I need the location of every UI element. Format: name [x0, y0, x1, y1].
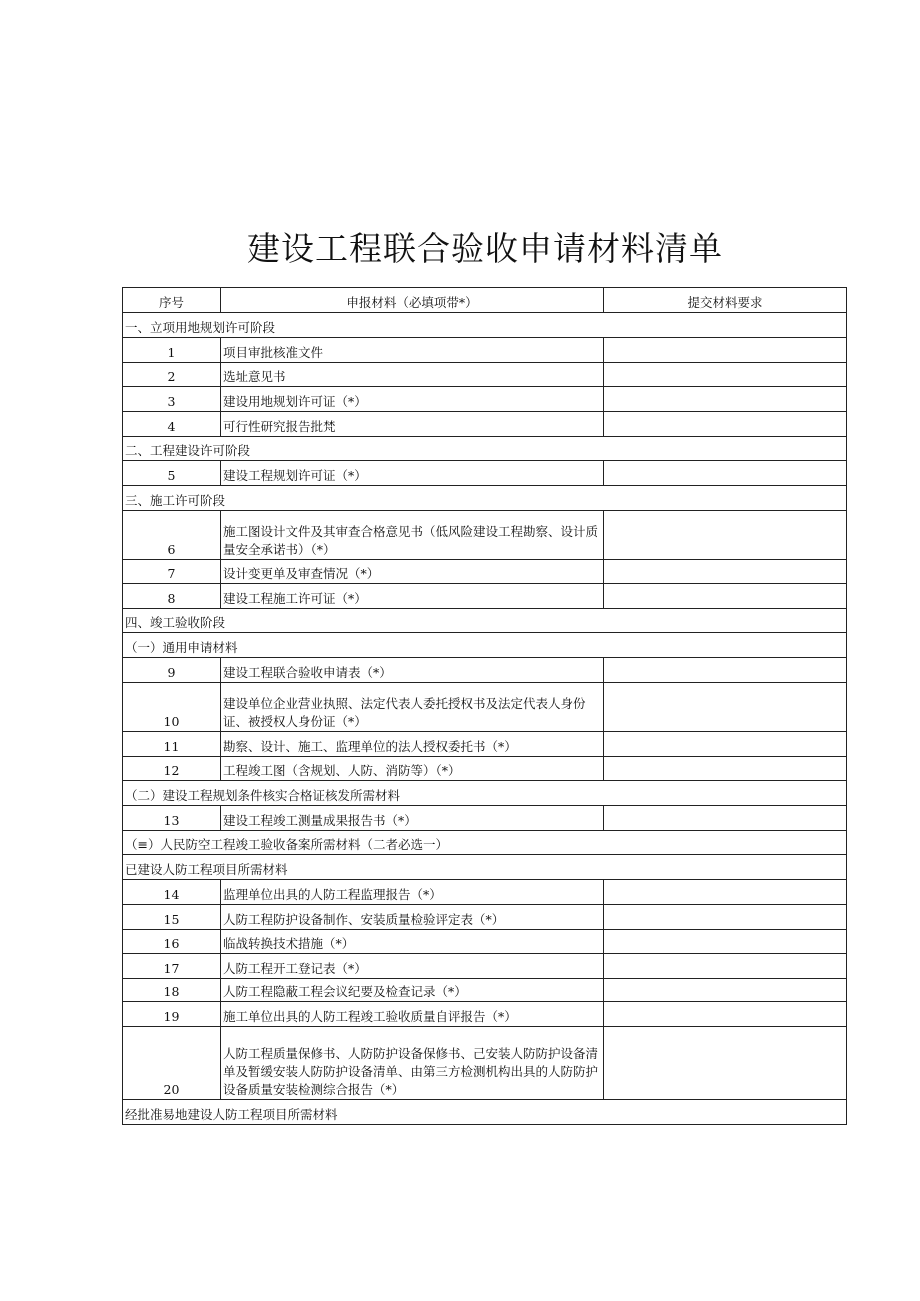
table-row: [123, 905, 847, 930]
row-material: 建设工程竣工测量成果报告书（*）: [221, 806, 604, 831]
row-number: 13: [123, 806, 221, 831]
section-row: [123, 313, 847, 338]
table-row: [123, 363, 847, 387]
row-material: 施工单位出具的人防工程竣工验收质量自评报告（*）: [221, 1002, 604, 1027]
subsection-general-title: （一）通用申请材料: [123, 633, 847, 658]
subsection-row: [123, 831, 847, 855]
section-row: [123, 486, 847, 511]
row-number: 12: [123, 757, 221, 781]
subsection-row: [123, 633, 847, 658]
row-requirement: [604, 806, 847, 831]
header-requirement: 提交材料要求: [604, 288, 847, 313]
header-material: 申报材料（必填项带*）: [221, 288, 604, 313]
table-row: [123, 560, 847, 584]
row-material: 建设工程规划许可证（*）: [221, 461, 604, 486]
row-material: 项目审批核准文件: [221, 338, 604, 363]
row-requirement: [604, 757, 847, 781]
table-row: [123, 584, 847, 609]
row-material: 人防工程开工登记表（*）: [221, 954, 604, 979]
table-header-row: [123, 288, 847, 313]
row-number: 18: [123, 979, 221, 1002]
row-number: 11: [123, 732, 221, 757]
row-number: 9: [123, 658, 221, 683]
row-requirement: [604, 880, 847, 905]
table-row: [123, 338, 847, 363]
subsection-civil-defense-title: （≡）人民防空工程竣工验收备案所需材料（二者必选一）: [123, 831, 847, 855]
row-material: 人防工程质量保修书、人防防护设备保修书、己安装人防防护设备清单及暂缓安装人防防护设备清单、由第三方检测机构出具的人防防护设备质量安装检测综合报告（*）: [221, 1027, 604, 1100]
row-number: 5: [123, 461, 221, 486]
row-number: 20: [123, 1027, 221, 1100]
row-material: 勘察、设计、施工、监理单位的法人授权委托书（*）: [221, 732, 604, 757]
row-requirement: [604, 979, 847, 1002]
group-relocated-title: 经批准易地建设人防工程项目所需材料: [123, 1100, 847, 1125]
row-number: 8: [123, 584, 221, 609]
row-material: 设计变更单及审查情况（*）: [221, 560, 604, 584]
row-requirement: [604, 338, 847, 363]
section-row: [123, 609, 847, 633]
table-row: [123, 732, 847, 757]
section-1-title: 一、立项用地规划许可阶段: [123, 313, 847, 338]
row-number: 16: [123, 930, 221, 954]
row-number: 1: [123, 338, 221, 363]
table-row: [123, 1002, 847, 1027]
row-requirement: [604, 461, 847, 486]
row-requirement: [604, 1002, 847, 1027]
table-row: [123, 757, 847, 781]
row-requirement: [604, 930, 847, 954]
row-requirement: [604, 363, 847, 387]
table-row: [123, 806, 847, 831]
subsection-row: [123, 781, 847, 806]
row-number: 17: [123, 954, 221, 979]
row-material: 可行性研究报告批梵: [221, 412, 604, 437]
row-requirement: [604, 658, 847, 683]
table-row: [123, 461, 847, 486]
row-material: 建设用地规划许可证（*）: [221, 387, 604, 412]
row-number: 4: [123, 412, 221, 437]
section-2-title: 二、工程建设许可阶段: [123, 437, 847, 461]
row-material: 建设工程施工许可证（*）: [221, 584, 604, 609]
row-requirement: [604, 1027, 847, 1100]
subsection-planning-title: （二）建设工程规划条件核实合格证核发所需材料: [123, 781, 847, 806]
row-number: 3: [123, 387, 221, 412]
group-row: [123, 855, 847, 880]
row-material: 人防工程防护设备制作、安装质量检验评定表（*）: [221, 905, 604, 930]
row-number: 2: [123, 363, 221, 387]
row-requirement: [604, 954, 847, 979]
row-number: 10: [123, 683, 221, 732]
row-material: 选址意见书: [221, 363, 604, 387]
row-material: 建设单位企业营业执照、法定代表人委托授权书及法定代表人身份证、被授权人身份证（*）: [221, 683, 604, 732]
table-row: [123, 412, 847, 437]
table-row: [123, 979, 847, 1002]
section-4-title: 四、竣工验收阶段: [123, 609, 847, 633]
section-3-title: 三、施工许可阶段: [123, 486, 847, 511]
table-row: [123, 511, 847, 560]
page-title: 建设工程联合验收申请材料清单: [247, 229, 723, 268]
row-material: 工程竣工图（含规划、人防、消防等）（*）: [221, 757, 604, 781]
row-number: 6: [123, 511, 221, 560]
row-number: 7: [123, 560, 221, 584]
section-row: [123, 437, 847, 461]
row-number: 14: [123, 880, 221, 905]
row-requirement: [604, 905, 847, 930]
row-material: 监理单位出具的人防工程监理报告（*）: [221, 880, 604, 905]
table-row: [123, 880, 847, 905]
table-row: [123, 387, 847, 412]
row-requirement: [604, 584, 847, 609]
table-row: [123, 954, 847, 979]
table-row: [123, 683, 847, 732]
materials-table: [122, 287, 847, 1125]
group-built-title: 已建设人防工程项目所需材料: [123, 855, 847, 880]
table-row: [123, 1027, 847, 1100]
row-material: 人防工程隐蔽工程会议纪要及检查记录（*）: [221, 979, 604, 1002]
table-row: [123, 658, 847, 683]
row-number: 15: [123, 905, 221, 930]
header-no: 序号: [123, 288, 221, 313]
row-requirement: [604, 387, 847, 412]
group-row: [123, 1100, 847, 1125]
table-row: [123, 930, 847, 954]
row-material: 施工图设计文件及其审查合格意见书（低风险建设工程勘察、设计质量安全承诺书）（*）: [221, 511, 604, 560]
row-material: 临战转换技术措施（*）: [221, 930, 604, 954]
row-requirement: [604, 732, 847, 757]
row-requirement: [604, 511, 847, 560]
row-material: 建设工程联合验收申请表（*）: [221, 658, 604, 683]
row-requirement: [604, 412, 847, 437]
row-requirement: [604, 683, 847, 732]
row-number: 19: [123, 1002, 221, 1027]
row-requirement: [604, 560, 847, 584]
